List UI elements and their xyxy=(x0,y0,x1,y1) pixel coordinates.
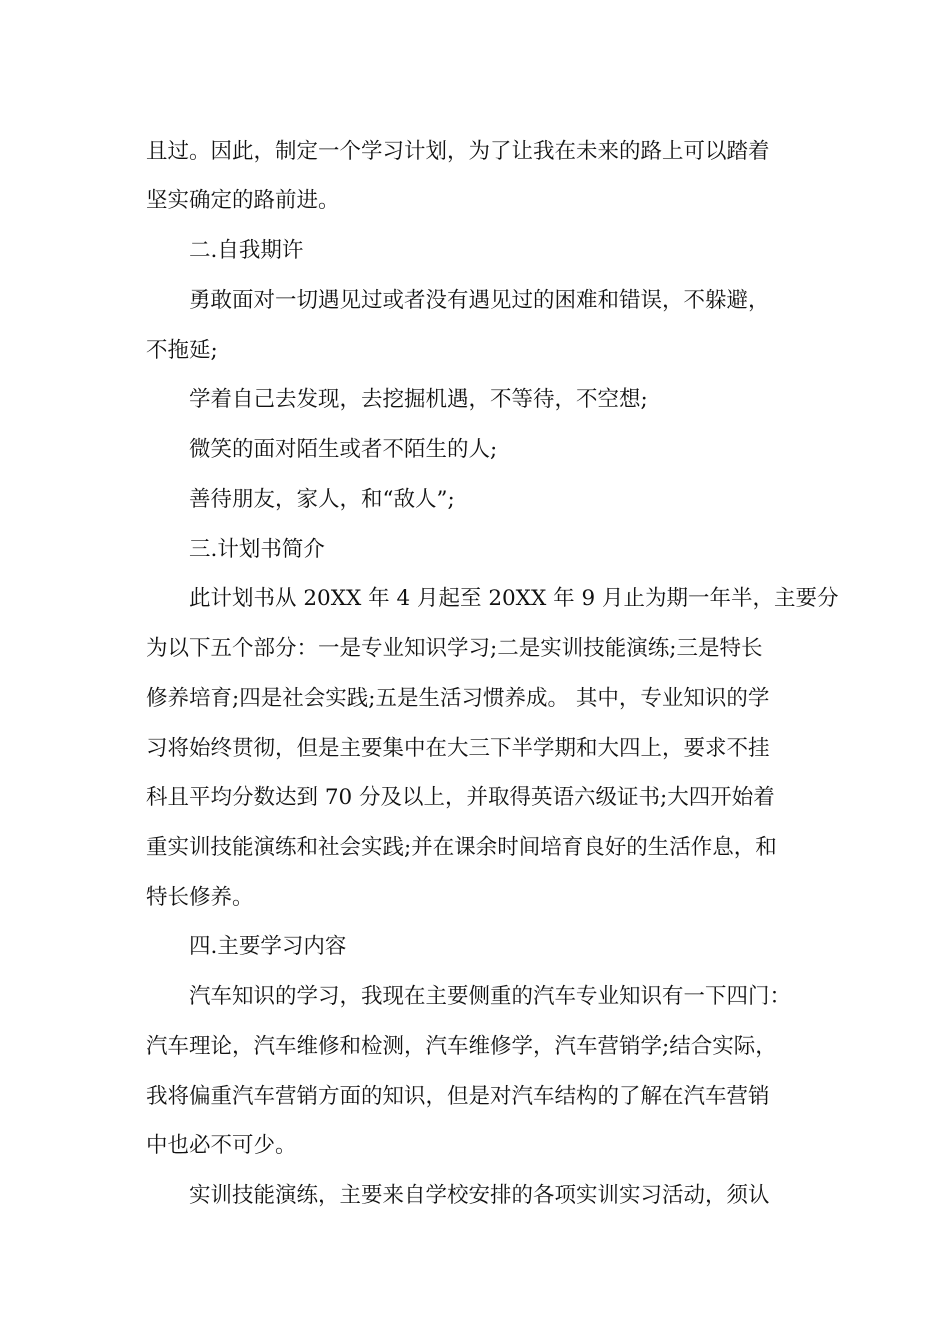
paragraph-line: 学着自己去发现，去挖掘机遇，不等待，不空想; xyxy=(189,387,648,412)
paragraph-line: 中也必不可少。 xyxy=(146,1133,297,1158)
section-heading: 四.主要学习内容 xyxy=(189,934,347,959)
paragraph-line: 习将始终贯彻，但是主要集中在大三下半学期和大四上，要求不挂 xyxy=(146,736,770,761)
paragraph-line: 微笑的面对陌生或者不陌生的人; xyxy=(189,437,498,462)
paragraph-line: 汽车知识的学习，我现在主要侧重的汽车专业知识有一下四门： xyxy=(189,984,792,1009)
paragraph-line: 实训技能演练，主要来自学校安排的各项实训实习活动，须认 xyxy=(189,1183,770,1208)
section-heading: 三.计划书简介 xyxy=(189,537,325,562)
paragraph-line: 为以下五个部分：一是专业知识学习;二是实训技能演练;三是特长 xyxy=(146,636,763,661)
paragraph-line: 勇敢面对一切遇见过或者没有遇见过的困难和错误，不躲避， xyxy=(189,288,770,313)
paragraph-line: 汽车理论，汽车维修和检测，汽车维修学，汽车营销学;结合实际， xyxy=(146,1034,777,1059)
paragraph-line: 修养培育;四是社会实践;五是生活习惯养成。 其中，专业知识的学 xyxy=(146,686,770,711)
paragraph-line: 此计划书从 20XX 年 4 月起至 20XX 年 9 月止为期一年半，主要分 xyxy=(189,586,839,611)
section-heading: 二.自我期许 xyxy=(189,238,304,263)
paragraph-line: 我将偏重汽车营销方面的知识，但是对汽车结构的了解在汽车营销 xyxy=(146,1084,770,1109)
paragraph-line: 善待朋友，家人，和“敌人”; xyxy=(189,487,455,512)
paragraph-line: 特长修养。 xyxy=(146,885,254,910)
paragraph-line: 不拖延; xyxy=(146,338,218,363)
paragraph-line: 重实训技能演练和社会实践;并在课余时间培育良好的生活作息，和 xyxy=(146,835,777,860)
paragraph-line: 且过。因此，制定一个学习计划，为了让我在未来的路上可以踏着 xyxy=(146,139,770,164)
paragraph-line: 坚实确定的路前进。 xyxy=(146,188,340,213)
paragraph-line: 科且平均分数达到 70 分及以上，并取得英语六级证书;大四开始着 xyxy=(146,785,775,810)
